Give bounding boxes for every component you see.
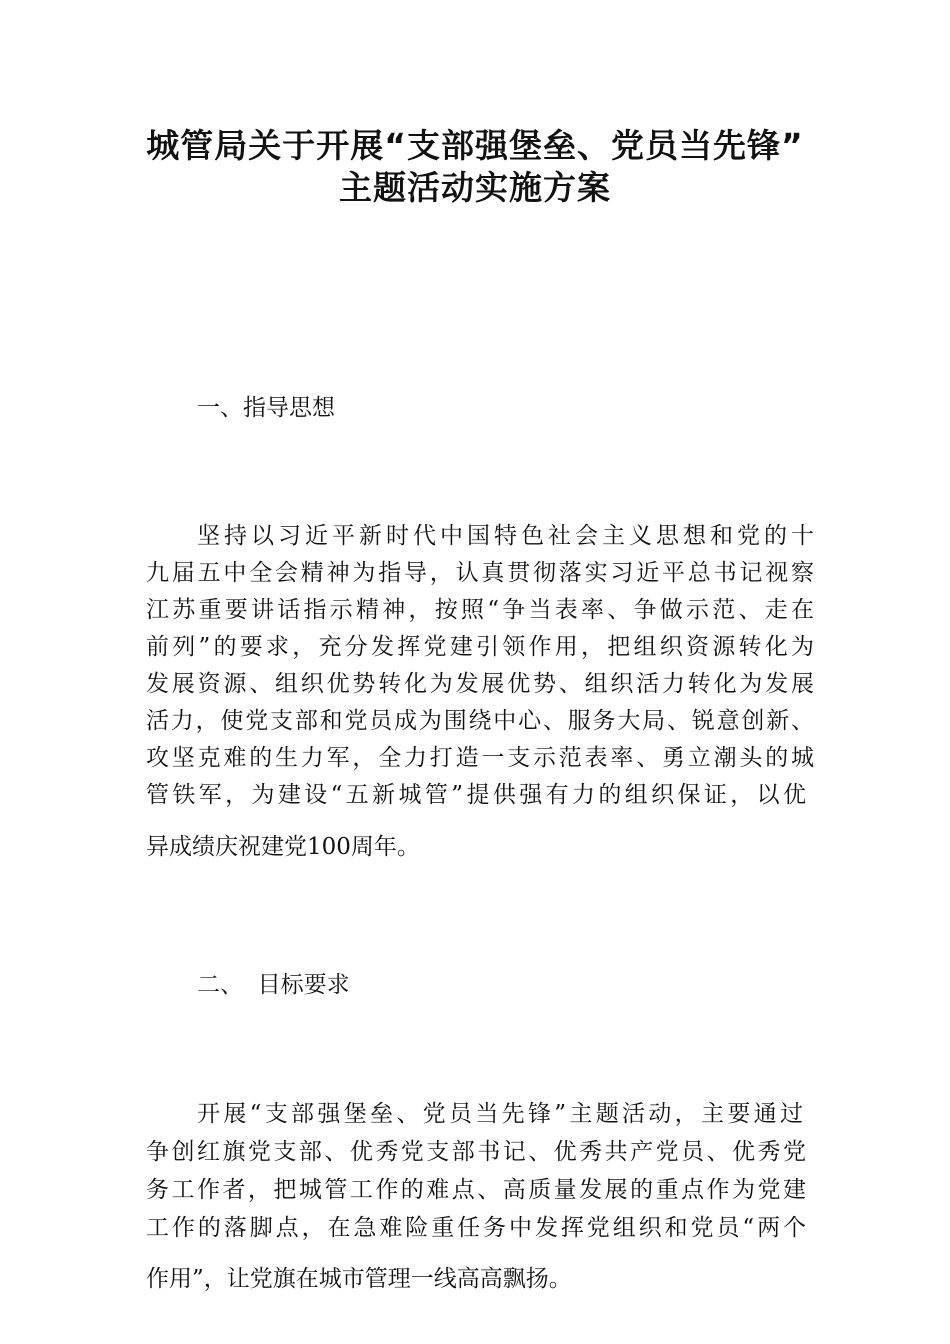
paragraph-line: 发展资源、组织优势转化为发展优势、组织活力转化为发展 [146, 671, 814, 697]
section-heading-guiding-ideology: 一、指导思想 [197, 395, 335, 421]
paragraph-line: 江苏重要讲话指示精神，按照“争当表率、争做示范、走在 [146, 597, 814, 623]
document-title-line-1: 城管局关于开展“支部强堡垒、党员当先锋” [146, 126, 804, 165]
paragraph-line: 九届五中全会精神为指导，认真贯彻落实习近平总书记视察 [146, 560, 814, 586]
section-heading-goals: 二、 目标要求 [197, 972, 350, 998]
paragraph-line: 坚持以习近平新时代中国特色社会主义思想和党的十 [197, 523, 814, 549]
paragraph-line: 工作的落脚点，在急难险重任务中发挥党组织和党员“两个 [146, 1215, 806, 1241]
paragraph-line: 务工作者，把城管工作的难点、高质量发展的重点作为党建 [146, 1177, 806, 1203]
paragraph-line: 开展“支部强堡垒、党员当先锋”主题活动，主要通过 [197, 1101, 803, 1127]
paragraph-line: 作用”，让党旗在城市管理一线高高飘扬。 [146, 1266, 572, 1292]
paragraph-line: 攻坚克难的生力军，全力打造一支示范表率、勇立潮头的城 [146, 745, 814, 771]
paragraph-line: 异成绩庆祝建党100周年。 [146, 834, 420, 860]
document-title-line-2: 主题活动实施方案 [339, 168, 611, 207]
paragraph-line: 争创红旗党支部、优秀党支部书记、优秀共产党员、优秀党 [146, 1139, 806, 1165]
paragraph-line: 管铁军，为建设“五新城管”提供强有力的组织保证，以优 [146, 782, 806, 808]
paragraph-line: 活力，使党支部和党员成为围绕中心、服务大局、锐意创新、 [146, 708, 814, 734]
paragraph-line: 前列”的要求，充分发挥党建引领作用，把组织资源转化为 [146, 634, 814, 660]
